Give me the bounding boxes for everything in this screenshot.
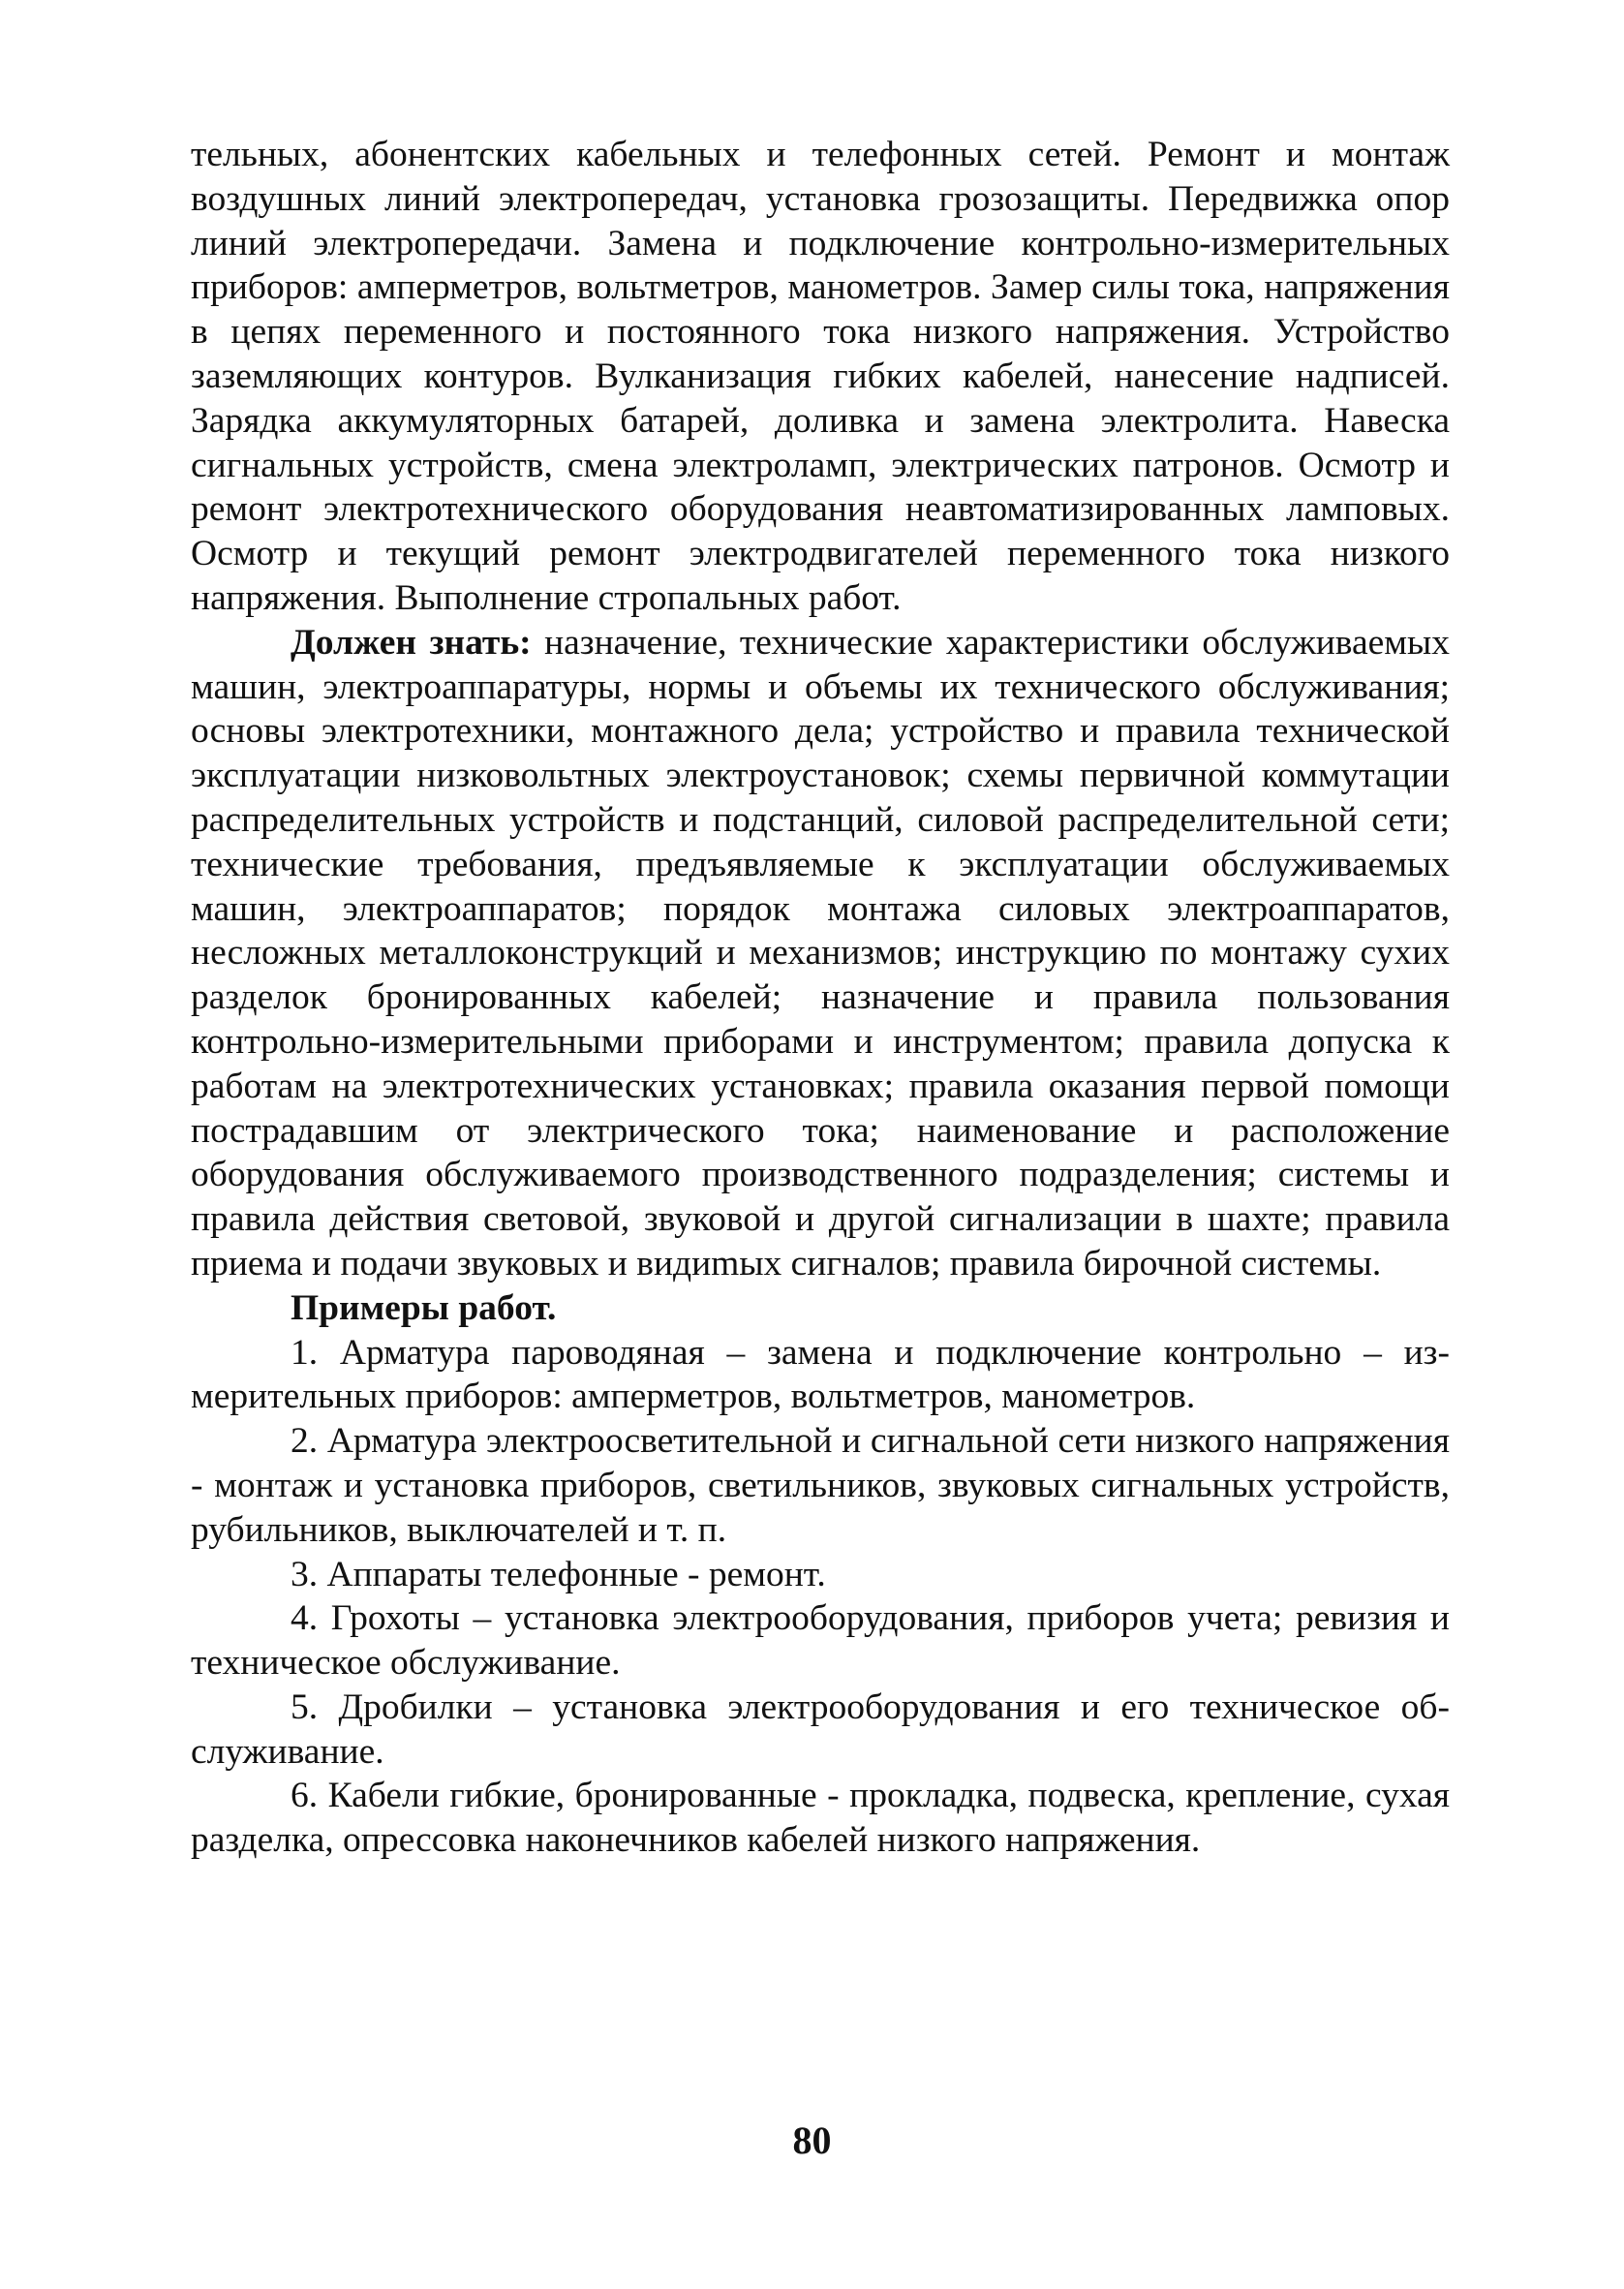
must-know-text: назначение, технические характеристики обслуживаемых машин, электроаппаратуры, нормы и объемы их технического обслуживания; основы электротехники, монтажного дела; устройство и правила технической эксплуатации низковольтных электроустановок; схемы первичной коммутации распределительных устройств и подстанций, силовой распределительной сети; технические требования, предъявляемые к эксплуатации обслуживаемых машин, электроаппаратов; порядок монтажа силовых электроаппаратов, несложных металлоконструкций и механизмов; инструкцию по монтажу сухих разделок бронированных кабелей; назначение и правила пользования контрольно-измерительными приборами и инструментом; правила допуска к работам на электротехнических установках; правила оказания первой помощи пострадавшим от электрического тока; наименование и расположение оборудования обслуживаемого производственного подразделения; системы и правила действия световой, звуковой и другой сигнализации в шахте; правила приема и подачи звуковых и видиmых сигналов; правила бирочной системы.	[191, 622, 1450, 1284]
examples-heading: Примеры работ.	[291, 1287, 557, 1328]
page-number: 80	[792, 2119, 832, 2162]
example-item-3: 3. Аппараты телефонные - ремонт.	[291, 1554, 826, 1594]
example-item-1: 1. Арматура пароводяная – замена и подключение контрольно – измерительных приборов: амперметров, вольтметров, манометров.	[191, 1332, 1450, 1417]
must-know-label: Должен знать:	[291, 622, 532, 663]
body-text	[191, 133, 1450, 1863]
example-item-6: 6. Кабели гибкие, бронированные - прокладка, подвеска, крепление, сухая разделка, опрессовка наконечников кабелей низкого напряжения.	[191, 1776, 1450, 1861]
example-item-4: 4. Грохоты – установка электрооборудования, приборов учета; ревизия и техническое обслуживание.	[191, 1598, 1450, 1684]
must-know-paragraph	[191, 621, 1450, 1286]
continuation-paragraph: тельных, абонентских кабельных и телефонных сетей. Ремонт и монтаж воздушных линий электропередач, установка грозозащиты. Передвижка опор линий электропередачи. Замена и подключение контрольно-измерительных приборов: амперметров, вольтметров, манометров. Замер силы тока, напряжения в цепях переменного и постоянного тока низкого напряжения. Устройство заземляющих контуров. Вулканизация гибких кабелей, нанесение надписей. Зарядка аккумуляторных батарей, доливка и замена электролита. Навеска сигнальных устройств, смена электроламп, электрических патронов. Осмотр и ремонт электротехнического оборудования неавтоматизированных ламповых. Осмотр и текущий ремонт электродвигателей переменного тока низкого напряжения. Выполнение стропальных работ.	[191, 135, 1450, 618]
example-item-2: 2. Арматура электроосветительной и сигнальной сети низкого напряжения - монтаж и установка приборов, светильников, звуковых сигнальных устройств, рубильников, выключателей и т. п.	[191, 1421, 1450, 1550]
example-item-5: 5. Дробилки – установка электрооборудования и его техническое обслуживание.	[191, 1686, 1450, 1772]
